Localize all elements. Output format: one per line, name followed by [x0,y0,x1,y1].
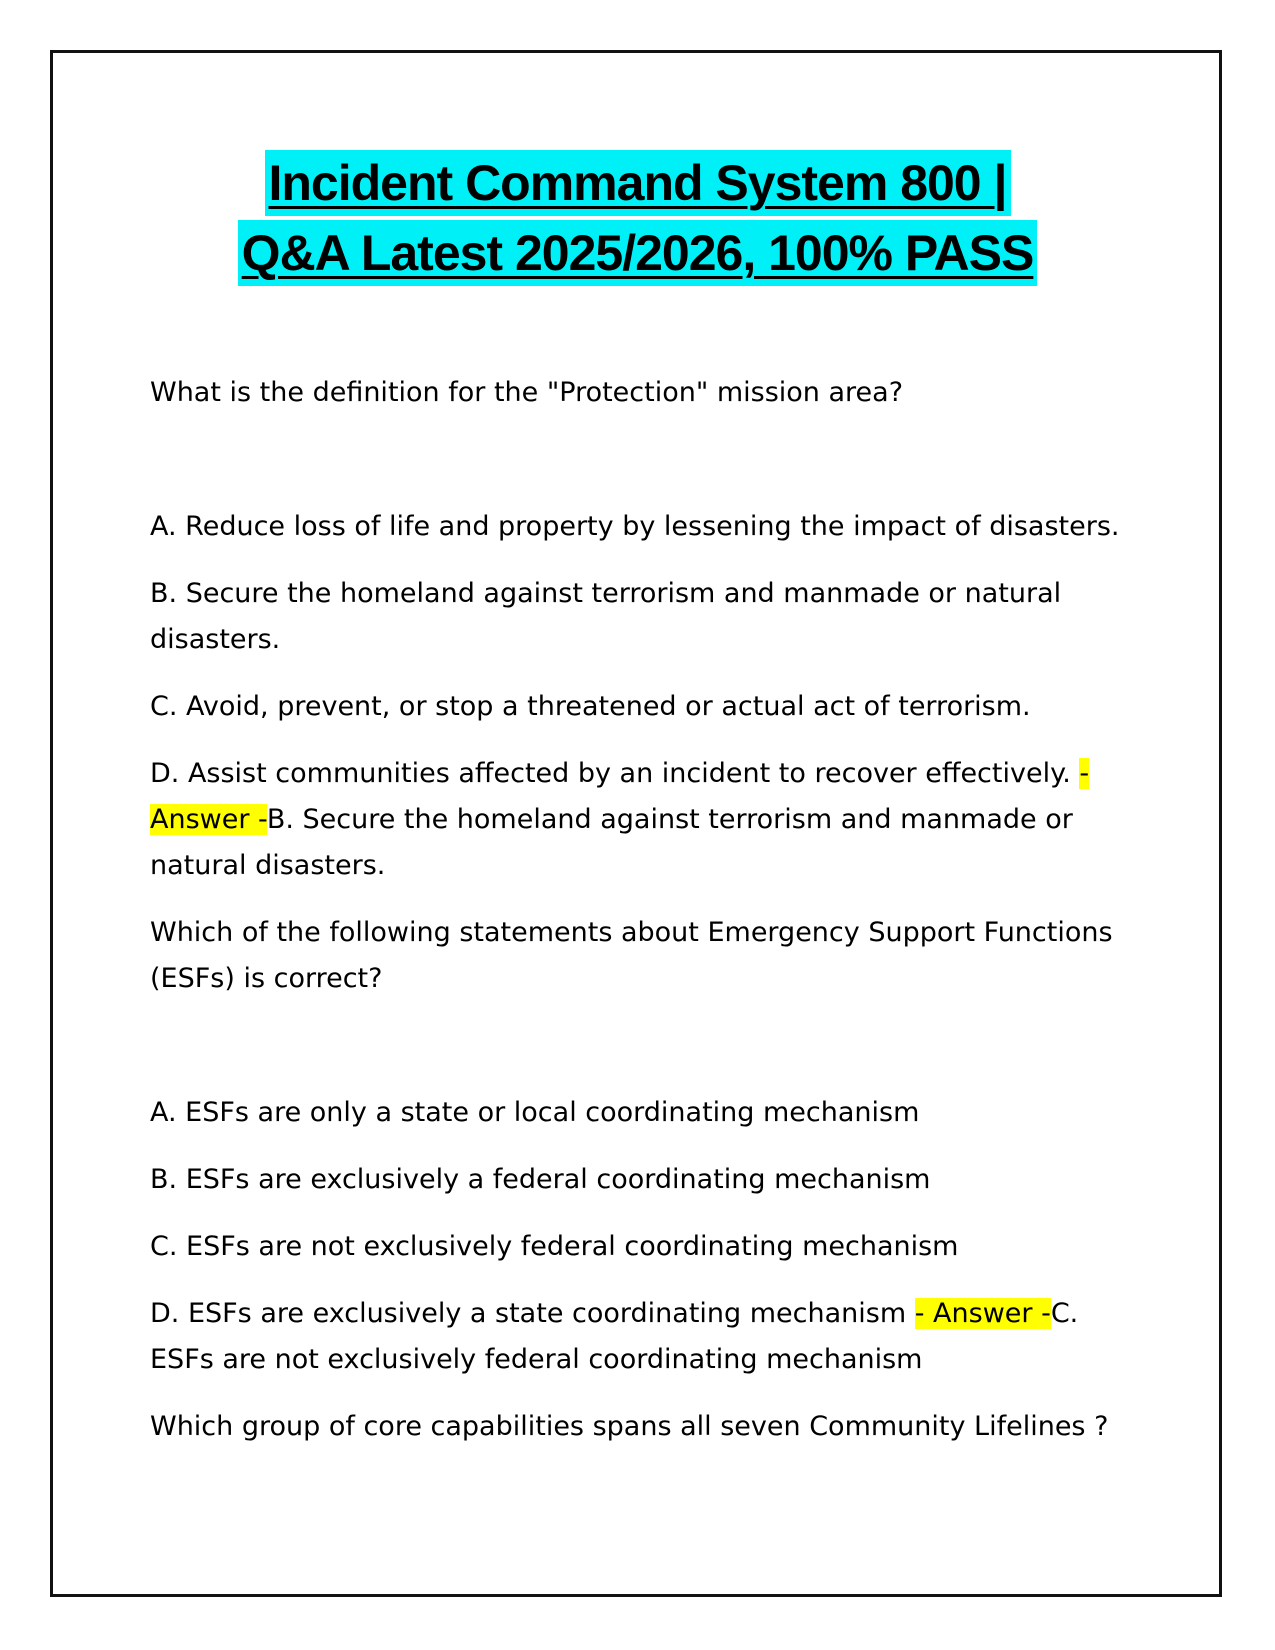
document-title [60,148,1215,288]
q2-option-c: C. ESFs are not exclusively federal coordinating mechanism [150,1231,959,1262]
q2-option-d-with-answer [150,1291,1130,1383]
q1-option-c: C. Avoid, prevent, or stop a threatened or actual act of terrorism. [150,691,1031,722]
q2-answer-marker: - Answer - [914,1298,1051,1329]
q2-option-b: B. ESFs are exclusively a federal coordinating mechanism [150,1164,931,1195]
q1-question: What is the definition for the "Protection" mission area? [150,377,904,408]
qa-content [150,370,1130,1471]
q1-option-a: A. Reduce loss of life and property by lessening the impact of disasters. [150,511,1120,542]
q1-option-b: B. Secure the homeland against terrorism and manmade or natural disasters. [150,578,1062,655]
q2-answer: C. ESFs are not exclusively federal coordinating mechanism [150,1298,1079,1375]
spacer [150,437,1130,504]
title-line-2: Q&A Latest 2025/2026, 100% PASS [238,220,1038,286]
q2-option-a: A. ESFs are only a state or local coordinating mechanism [150,1097,920,1128]
q1-answer-marker: - Answer - [150,758,1090,835]
spacer [150,1023,1130,1090]
q3-question: Which group of core capabilities spans all seven Community Lifelines ? [150,1411,1109,1442]
title-line-1: Incident Command System 800 | [265,150,1011,216]
q1-answer: B. Secure the homeland against terrorism and manmade or natural disasters. [150,804,1073,881]
q1-option-d-with-answer [150,751,1130,889]
q2-option-d: D. ESFs are exclusively a state coordinating mechanism [150,1298,915,1329]
q2-question: Which of the following statements about Emergency Support Functions (ESFs) is correct? [150,917,1113,994]
q1-option-d: D. Assist communities affected by an incident to recover effectively. [150,758,1080,789]
